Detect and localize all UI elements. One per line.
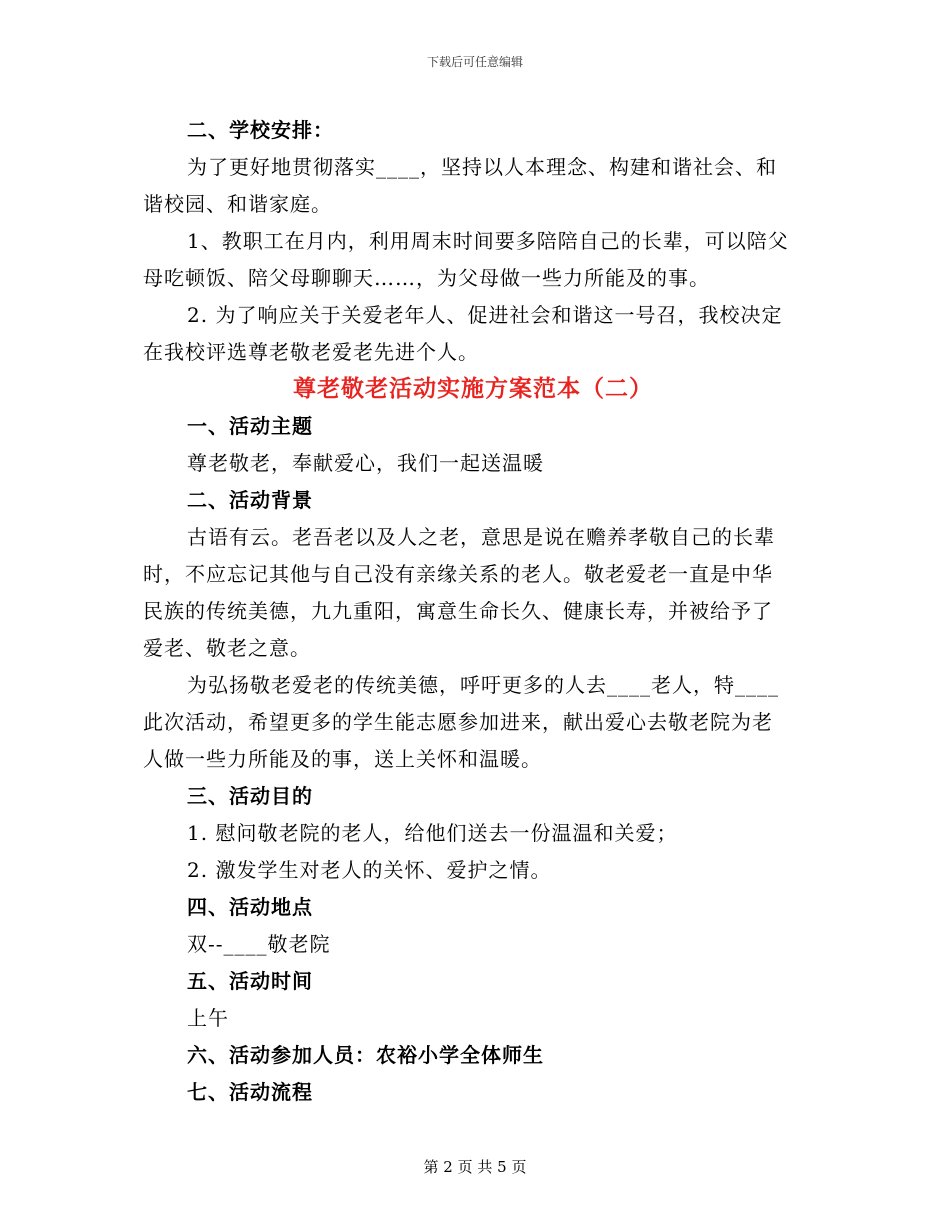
paragraph-line: 为弘扬敬老爱老的传统美德，呼吁更多的人去____老人，特____	[187, 673, 779, 697]
section-heading-school-arrangement: 二、学校安排：	[187, 118, 334, 142]
paragraph-line: 上午	[187, 1006, 229, 1030]
section-heading-theme: 一、活动主题	[187, 414, 313, 438]
paragraph-line: 2. 为了响应关于关爱老年人、促进社会和谐这一号召，我校决定	[187, 303, 783, 327]
section-heading-background: 二、活动背景	[187, 488, 313, 512]
paragraph-line: 时，不应忘记其他与自己没有亲缘关系的老人。敬老爱老一直是中华	[143, 562, 773, 586]
page-header: 下载后可任意编辑	[426, 55, 523, 69]
paragraph-line: 谐校园、和谐家庭。	[143, 192, 332, 216]
paragraph-line: 爱老、敬老之意。	[143, 636, 311, 660]
section-heading-participants: 六、活动参加人员：农裕小学全体师生	[187, 1043, 544, 1067]
paragraph-line: 古语有云。老吾老以及人之老，意思是说在赡养孝敬自己的长辈	[187, 525, 775, 549]
paragraph-line: 母吃顿饭、陪父母聊聊天……，为父母做一些力所能及的事。	[143, 266, 710, 290]
list-item: 2. 激发学生对老人的关怀、爱护之情。	[187, 858, 552, 882]
list-item: 1. 慰问敬老院的老人，给他们送去一份温温和关爱；	[187, 821, 678, 845]
paragraph-line: 双--____敬老院	[187, 932, 331, 956]
section-heading-process: 七、活动流程	[187, 1080, 313, 1104]
paragraph-line: 在我校评选尊老敬老爱老先进个人。	[143, 340, 479, 364]
paragraph-line: 为了更好地贯彻落实____，坚持以人本理念、构建和谐社会、和	[187, 155, 777, 179]
section-heading-time: 五、活动时间	[187, 969, 313, 993]
paragraph-line: 此次活动，希望更多的学生能志愿参加进来，献出爱心去敬老院为老	[143, 710, 773, 734]
section-heading-purpose: 三、活动目的	[187, 784, 313, 808]
paragraph-line: 尊老敬老，奉献爱心，我们一起送温暖	[187, 451, 544, 475]
paragraph-line: 1、教职工在月内，利用周末时间要多陪陪自己的长辈，可以陪父	[187, 229, 789, 253]
document-title: 尊老敬老活动实施方案范本（二）	[293, 376, 653, 402]
document-body	[143, 112, 803, 1111]
section-heading-location: 四、活动地点	[187, 895, 313, 919]
page-footer: 第 2 页 共 5 页	[423, 1158, 527, 1176]
paragraph-line: 民族的传统美德，九九重阳，寓意生命长久、健康长寿，并被给予了	[143, 599, 773, 623]
paragraph-line: 人做一些力所能及的事，送上关怀和温暖。	[143, 747, 542, 771]
